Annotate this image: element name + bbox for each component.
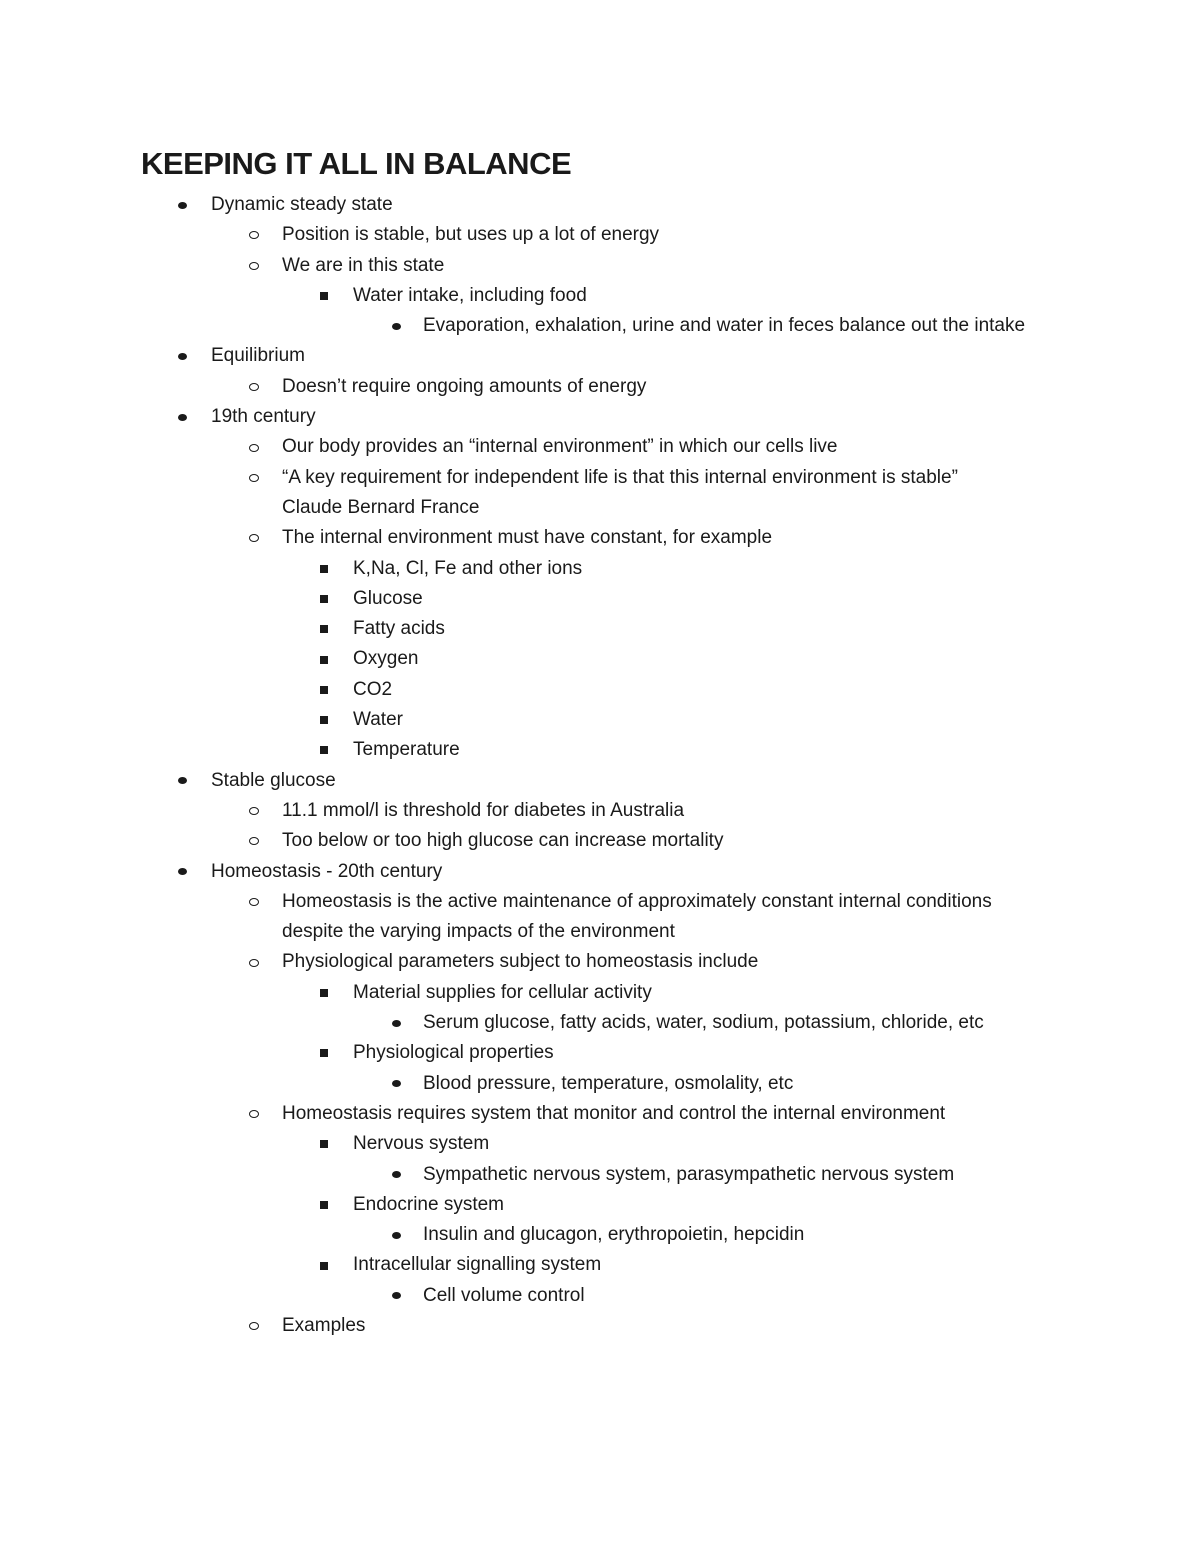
document-title: KEEPING IT ALL IN BALANCE (141, 146, 572, 181)
bullet-square-icon (317, 978, 331, 1008)
outline-item-text: Water (353, 709, 403, 731)
bullet-square-icon (317, 644, 331, 674)
outline-item-level-4 (0, 311, 1200, 341)
outline-item-level-3 (0, 1250, 1200, 1280)
outline-item-text: Stable glucose (211, 769, 336, 791)
bullet-disc-icon (175, 190, 189, 220)
outline-item-text: Fatty acids (353, 618, 445, 640)
outline-item-level-1 (0, 402, 1200, 432)
outline-item-level-3 (0, 584, 1200, 614)
bullet-circle-icon (247, 947, 261, 977)
bullet-disc-icon (175, 341, 189, 371)
bullet-square-icon (317, 614, 331, 644)
outline-item-text: Dynamic steady state (211, 194, 393, 215)
bullet-square-icon (317, 705, 331, 735)
outline-item-text: Material supplies for cellular activity (353, 981, 652, 1003)
outline-item-text: Cell volume control (423, 1284, 585, 1306)
outline-item-text: Blood pressure, temperature, osmolality, etc (423, 1072, 794, 1094)
bullet-disc-icon (175, 766, 189, 796)
outline-item-level-2 (0, 372, 1200, 402)
bullet-disc-icon (389, 1220, 403, 1250)
outline-item-level-4 (0, 1220, 1200, 1250)
outline-item-level-2 (0, 251, 1200, 281)
outline-item-level-3 (0, 554, 1200, 584)
bullet-circle-icon (247, 1311, 261, 1341)
bullet-circle-icon (247, 372, 261, 402)
outline-item-level-1 (0, 341, 1200, 371)
outline-item-level-2 (0, 493, 1200, 523)
outline-item-level-3 (0, 1129, 1200, 1159)
bullet-square-icon (317, 554, 331, 584)
bullet-circle-icon (247, 523, 261, 553)
outline-item-level-4 (0, 1160, 1200, 1190)
bullet-disc-icon (175, 402, 189, 432)
bullet-circle-icon (247, 432, 261, 462)
outline-item-level-1 (0, 190, 1200, 220)
bullet-disc-icon (389, 1069, 403, 1099)
outline-item-level-2 (0, 917, 1200, 947)
bullet-square-icon (317, 1190, 331, 1220)
bullet-circle-icon (247, 463, 261, 493)
bullet-circle-icon (247, 220, 261, 250)
bullet-disc-icon (175, 857, 189, 887)
bullet-square-icon (317, 281, 331, 311)
outline-item-text: Position is stable, but uses up a lot of energy (282, 224, 660, 246)
bullet-disc-icon (389, 1008, 403, 1038)
bullet-square-icon (317, 735, 331, 765)
outline-item-text: Nervous system (353, 1133, 490, 1155)
outline-item-level-2 (0, 1099, 1200, 1129)
outline-item-text: Claude Bernard France (282, 496, 480, 518)
outline-item-level-3 (0, 281, 1200, 311)
outline-item-text: Glucose (353, 587, 423, 609)
outline-item-text: 19th century (211, 406, 316, 428)
bullet-disc-icon (389, 311, 403, 341)
bullet-circle-icon (247, 1099, 261, 1129)
bullet-square-icon (317, 1038, 331, 1068)
outline-item-level-2 (0, 947, 1200, 977)
outline-item-text: Homeostasis - 20th century (211, 860, 443, 882)
outline-item-level-3 (0, 675, 1200, 705)
outline-item-level-3 (0, 978, 1200, 1008)
outline-item-text: Oxygen (353, 648, 419, 670)
outline-item-text: Doesn’t require ongoing amounts of energy (282, 375, 647, 397)
outline-item-level-2 (0, 826, 1200, 856)
outline-item-level-2 (0, 463, 1200, 493)
outline-item-text: Equilibrium (211, 345, 305, 367)
bullet-disc-icon (389, 1160, 403, 1190)
bullet-square-icon (317, 675, 331, 705)
bullet-square-icon (317, 1129, 331, 1159)
outline-item-level-3 (0, 1190, 1200, 1220)
outline-item-level-2 (0, 796, 1200, 826)
bullet-disc-icon (389, 1281, 403, 1311)
outline-item-text: Too below or too high glucose can increase mortality (282, 830, 724, 852)
outline-item-text: CO2 (353, 678, 393, 700)
outline-item-level-1 (0, 857, 1200, 887)
outline-item-level-3 (0, 644, 1200, 674)
outline-item-text: We are in this state (282, 254, 445, 276)
outline-item-text: Endocrine system (353, 1193, 505, 1215)
outline-item-text: Physiological parameters subject to homeostasis include (282, 951, 759, 973)
outline-item-level-3 (0, 705, 1200, 735)
bullet-square-icon (317, 584, 331, 614)
outline-item-text: Physiological properties (353, 1042, 554, 1064)
outline-item-text: Sympathetic nervous system, parasympathetic nervous system (423, 1163, 955, 1185)
outline-item-text: Homeostasis is the active maintenance of approximately constant internal conditions (282, 890, 992, 912)
outline-item-text: Homeostasis requires system that monitor and control the internal environment (282, 1102, 946, 1124)
outline-item-level-4 (0, 1069, 1200, 1099)
outline-item-level-3 (0, 1038, 1200, 1068)
outline-item-level-4 (0, 1281, 1200, 1311)
outline-item-level-2 (0, 1311, 1200, 1341)
bullet-circle-icon (247, 251, 261, 281)
outline-item-text: despite the varying impacts of the environment (282, 921, 675, 943)
outline-item-text: Temperature (353, 739, 460, 761)
outline-item-level-1 (0, 766, 1200, 796)
outline-item-text: Examples (282, 1314, 366, 1336)
outline-item-text: Serum glucose, fatty acids, water, sodium, potassium, chloride, etc (423, 1012, 984, 1034)
bullet-circle-icon (247, 887, 261, 917)
outline-item-text: Our body provides an “internal environment” in which our cells live (282, 436, 838, 458)
outline-item-text: Insulin and glucagon, erythropoietin, hepcidin (423, 1224, 805, 1246)
bullet-outline (0, 190, 1200, 1341)
bullet-square-icon (317, 1250, 331, 1280)
outline-item-text: “A key requirement for independent life is that this internal environment is stable” (282, 466, 958, 488)
outline-item-text: Intracellular signalling system (353, 1254, 602, 1276)
outline-item-text: The internal environment must have constant, for example (282, 527, 773, 549)
outline-item-text: K,Na, Cl, Fe and other ions (353, 557, 583, 579)
outline-item-level-3 (0, 735, 1200, 765)
outline-item-text: Evaporation, exhalation, urine and water in feces balance out the intake (423, 315, 1026, 337)
outline-item-level-2 (0, 887, 1200, 917)
outline-item-text: Water intake, including food (353, 284, 587, 306)
outline-item-level-2 (0, 523, 1200, 553)
outline-item-level-2 (0, 432, 1200, 462)
outline-item-level-4 (0, 1008, 1200, 1038)
outline-item-level-3 (0, 614, 1200, 644)
bullet-circle-icon (247, 826, 261, 856)
bullet-circle-icon (247, 796, 261, 826)
outline-item-level-2 (0, 220, 1200, 250)
outline-item-text: 11.1 mmol/l is threshold for diabetes in Australia (282, 799, 685, 821)
